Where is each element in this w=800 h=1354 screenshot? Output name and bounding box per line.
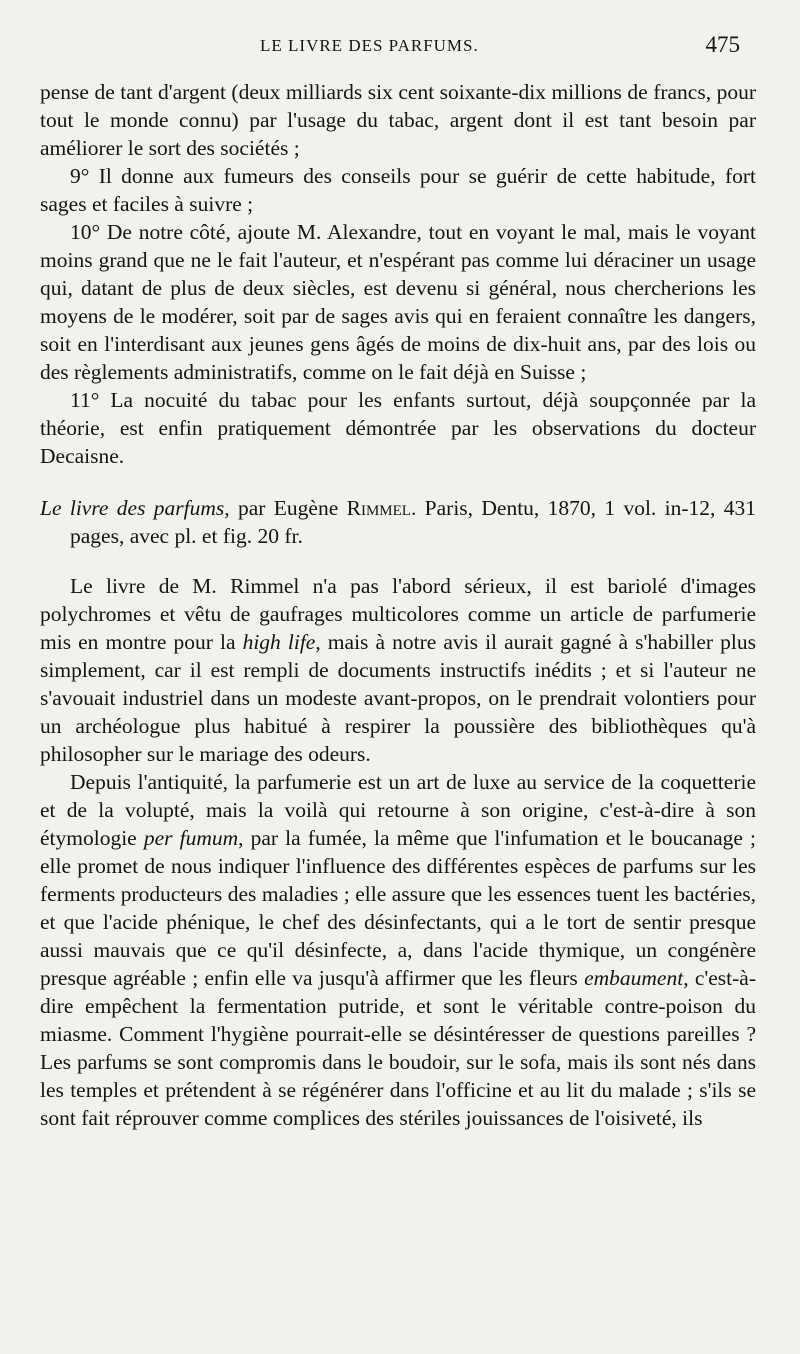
- review-text: , c'est-à-dire empêchent la fermentation putride, et sont le véritable contre-poison du miasme. Comment l'hygiène pourrait-elle se désintéresser de questions pareilles ? Les parfums se sont compromis dans le boudoir, sur le sofa, mais ils sont nés dans les temples et prétendent à se régénérer dans l'officine et au lit du malade ; s'ils se sont fait réprouver comme complices des stériles jouissances de l'oisiveté, ils: [40, 966, 756, 1130]
- bib-details: . Paris, Dentu, 1870, 1 vol. in-12, 431 pages, avec pl. et fig. 20 fr.: [70, 496, 757, 548]
- review-paragraph-1: [40, 572, 756, 768]
- running-title: LE LIVRE DES PARFUMS.: [260, 36, 479, 55]
- paragraph-item-11: 11° La nocuité du tabac pour les enfants surtout, déjà soupçonnée par la théorie, est enfin pratiquement démontrée par les observations du docteur Decaisne.: [40, 388, 756, 468]
- page-header: [40, 34, 740, 68]
- italic-phrase: per fumum: [143, 826, 239, 850]
- italic-phrase: embaument: [584, 966, 684, 990]
- italic-phrase: high life: [242, 630, 316, 654]
- bib-by: par Eugène: [229, 496, 347, 520]
- review-text: Le livre de M. Rimmel n'a pas l'abord sérieux, il est bariolé d'images polychromes et vêtu de gaufrages multicolores comme un article de parfumerie mis en montre pour la: [40, 574, 756, 654]
- review-text: Depuis l'antiquité, la parfumerie est un art de luxe au service de la coquetterie et de la volupté, mais la voilà qui retourne à son origine, c'est-à-dire à son étymologie: [40, 770, 756, 850]
- paragraph-item-10: 10° De notre côté, ajoute M. Alexandre, tout en voyant le mal, mais le voyant moins grand que ne le fait l'auteur, et n'espérant pas comme lui déraciner un usage qui, datant de plus de deux siècles, est devenu si général, nous chercherions les moyens de le modérer, soit par de sages avis qui en feraient connaître les dangers, soit en l'interdisant aux jeunes gens âgés de moins de dix-huit ans, par des lois ou des règlements administratifs, comme on le fait déjà en Suisse ;: [40, 220, 756, 384]
- review-text: , par la fumée, la même que l'infumation et le boucanage ; elle promet de nous indiquer l'influence des différentes espèces de parfums sur les ferments producteurs des maladies ; elle assure que les essences tuent les bactéries, et que l'acide phénique, le chef des désinfectants, qui a le tort de sentir presque aussi mauvais que ce qu'il désinfecte, a, dans l'acide thymique, un congénère presque agréable ; enfin elle va jusqu'à affirmer que les fleurs: [40, 826, 756, 990]
- review-text: , mais à notre avis il aurait gagné à s'habiller plus simplement, car il est rempli de documents instructifs inédits ; et si l'auteur ne s'avouait industriel dans un modeste avant-propos, on le prendrait volontiers pour un archéologue plus habitué à respirer la poussière des bibliothèques qu'à philosopher sur le mariage des odeurs.: [40, 630, 756, 766]
- page-number: 475: [705, 32, 740, 57]
- page-body: [40, 78, 756, 1132]
- bibliographic-entry: [40, 494, 756, 550]
- paragraph-item-9: 9° Il donne aux fumeurs des conseils pour se guérir de cette habitude, fort sages et faciles à suivre ;: [40, 164, 756, 216]
- review-paragraph-2: [40, 768, 756, 1132]
- paragraph-continuation: pense de tant d'argent (deux milliards six cent soixante-dix millions de francs, pour tout le monde connu) par l'usage du tabac, argent dont il est tant besoin par améliorer le sort des sociétés ;: [40, 80, 756, 160]
- book-title: Le livre des parfums,: [40, 496, 230, 520]
- book-author: Rimmel: [346, 496, 411, 520]
